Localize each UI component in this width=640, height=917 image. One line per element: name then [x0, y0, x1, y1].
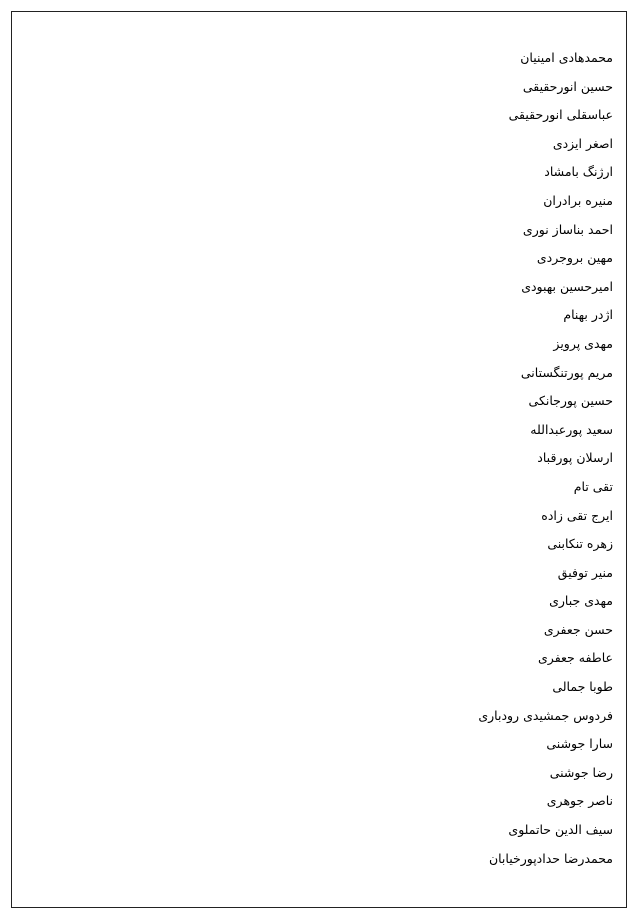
list-item: فردوس جمشیدی رودباری	[478, 707, 613, 723]
list-item: ارژنگ بامشاد	[544, 164, 613, 180]
list-item: محمدهادی امینیان	[520, 50, 613, 65]
list-item: سیف الدین حاتملوی	[508, 822, 613, 838]
list-item: محمدرضا حدادپورخیابان	[488, 850, 613, 866]
list-item: حسن جعفری	[543, 621, 613, 637]
list-item: سارا جوشنی	[546, 736, 613, 752]
name-list	[478, 44, 613, 873]
list-item: منیره برادران	[543, 192, 613, 208]
list-item: اژدر بهنام	[563, 307, 613, 323]
list-item: طوبا جمالی	[552, 679, 613, 695]
list-item: منیر توفیق	[557, 564, 613, 580]
list-item: سعید پورعبدالله	[530, 421, 613, 437]
list-item: تقی تام	[573, 478, 613, 494]
list-item: ارسلان پورقباد	[537, 450, 613, 466]
list-item: احمد بناساز نوری	[522, 221, 613, 237]
list-item: اصغر ایزدی	[552, 135, 613, 151]
list-item: ناصر جوهری	[546, 793, 613, 809]
list-item: ایرج تقی زاده	[541, 507, 613, 523]
list-item: رضا جوشنی	[549, 764, 613, 780]
document-page	[11, 11, 627, 908]
list-item: حسین پورجانکی	[528, 393, 613, 409]
list-item: مهدی پرویز	[553, 335, 613, 351]
list-item: مهدی جباری	[549, 593, 613, 609]
list-item: عباسقلی انورحقیقی	[508, 107, 613, 123]
list-item: امیرحسین بهبودی	[521, 278, 613, 294]
list-item: عاطفه جعفری	[538, 650, 613, 666]
list-item: مهین بروجردی	[536, 250, 613, 266]
list-item: حسین انورحقیقی	[522, 78, 613, 94]
list-item: زهره تنکابنی	[547, 536, 613, 552]
list-item: مریم پورتنگستانی	[520, 364, 613, 380]
